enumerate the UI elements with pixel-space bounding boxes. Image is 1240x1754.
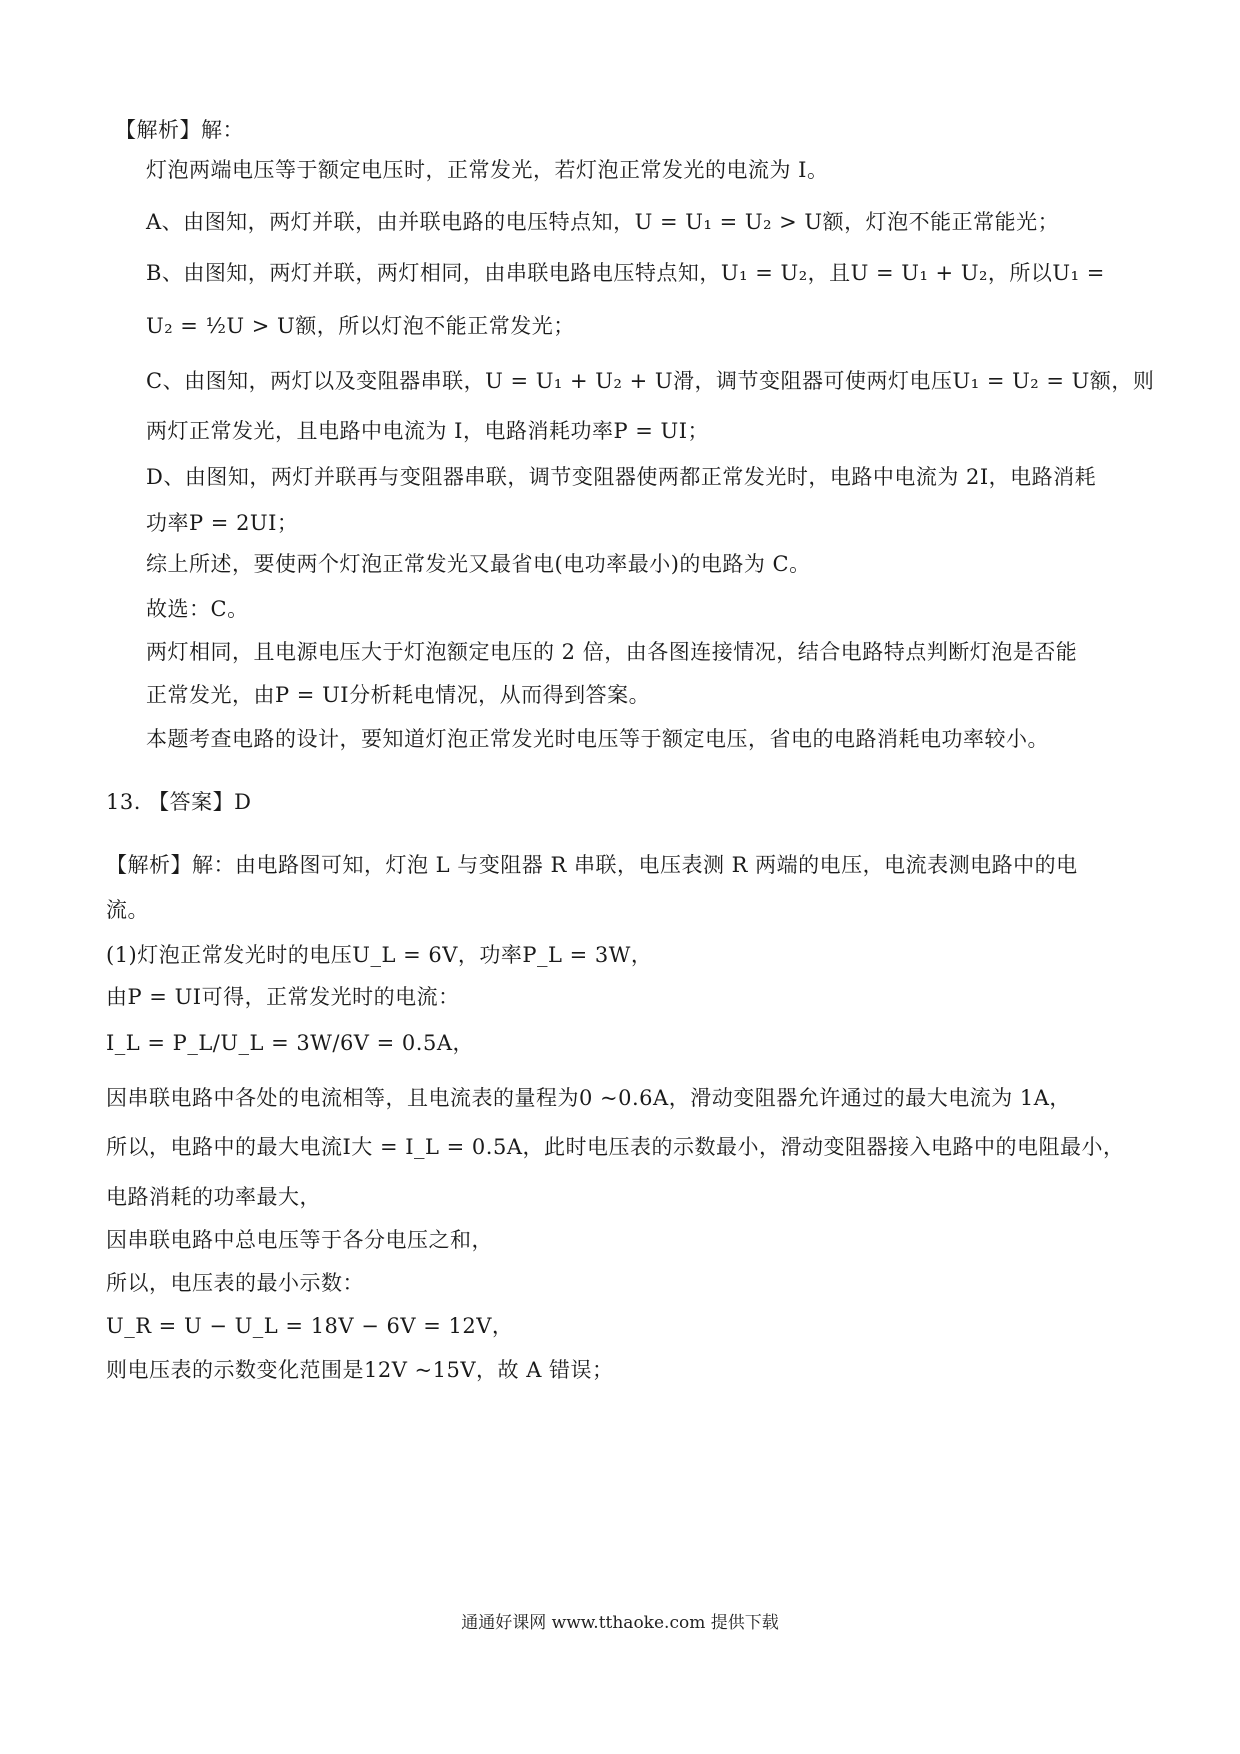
line-8: D、由图知，两灯并联再与变阻器串联，调节变阻器使两都正常发光时，电路中电流为 2I，电路消耗 (146, 465, 1097, 489)
line-15: 【解析】解：由电路图可知，灯泡 L 与变阻器 R 串联，电压表测 R 两端的电压，电流表测电路中的电 (106, 853, 1078, 877)
line-26: 则电压表的示数变化范围是12V ~15V，故 A 错误； (106, 1358, 614, 1382)
line-19: I_L = P_L/U_L = 3W/6V = 0.5A， (106, 1031, 474, 1055)
line-20: 因串联电路中各处的电流相等，且电流表的量程为0 ~0.6A，滑动变阻器允许通过的最大电流为 1A， (106, 1086, 1071, 1110)
line-6: C、由图知，两灯以及变阻器串联，U = U₁ + U₂ + U滑，调节变阻器可使两灯电压U₁ = U₂ = U额，则 (146, 369, 1155, 393)
line-11: 故选：C。 (146, 597, 249, 621)
line-22: 电路消耗的功率最大， (106, 1185, 321, 1209)
line-9: 功率P = 2UI； (146, 511, 299, 535)
line-1: 【解析】解： (115, 118, 244, 142)
line-17: (1)灯泡正常发光时的电压U_L = 6V，功率P_L = 3W， (106, 943, 653, 967)
line-7: 两灯正常发光，且电路中电流为 I，电路消耗功率P = UI； (146, 419, 710, 443)
line-10: 综上所述，要使两个灯泡正常发光又最省电(电功率最小)的电路为 C。 (146, 552, 811, 576)
line-4: B、由图知，两灯并联，两灯相同，由串联电路电压特点知，U₁ = U₂，且U = U₁ + U₂，所以U₁ = (146, 261, 1105, 285)
line-14: 本题考查电路的设计，要知道灯泡正常发光时电压等于额定电压，省电的电路消耗电功率较小。 (146, 727, 1049, 751)
line-2: 灯泡两端电压等于额定电压时，正常发光，若灯泡正常发光的电流为 I。 (146, 158, 829, 182)
line-23: 因串联电路中总电压等于各分电压之和， (106, 1228, 493, 1252)
line-12: 两灯相同，且电源电压大于灯泡额定电压的 2 倍，由各图连接情况，结合电路特点判断灯泡是否能 (146, 640, 1078, 664)
answer-13: 13. 【答案】D (106, 790, 252, 814)
line-16: 流。 (106, 898, 149, 922)
line-18: 由P = UI可得，正常发光时的电流： (106, 985, 460, 1009)
line-3: A、由图知，两灯并联，由并联电路的电压特点知，U = U₁ = U₂ > U额，灯泡不能正常能光； (146, 210, 1060, 234)
line-13: 正常发光，由P = UI分析耗电情况，从而得到答案。 (146, 683, 651, 707)
footer-text: 通通好课网 www.tthaoke.com 提供下载 (461, 1613, 779, 1633)
line-24: 所以，电压表的最小示数： (106, 1271, 364, 1295)
line-25: U_R = U − U_L = 18V − 6V = 12V， (106, 1314, 514, 1338)
line-5: U₂ = ½U > U额，所以灯泡不能正常发光； (146, 314, 575, 338)
line-21: 所以，电路中的最大电流I大 = I_L = 0.5A，此时电压表的示数最小，滑动变阻器接入电路中的电阻最小， (106, 1135, 1125, 1159)
